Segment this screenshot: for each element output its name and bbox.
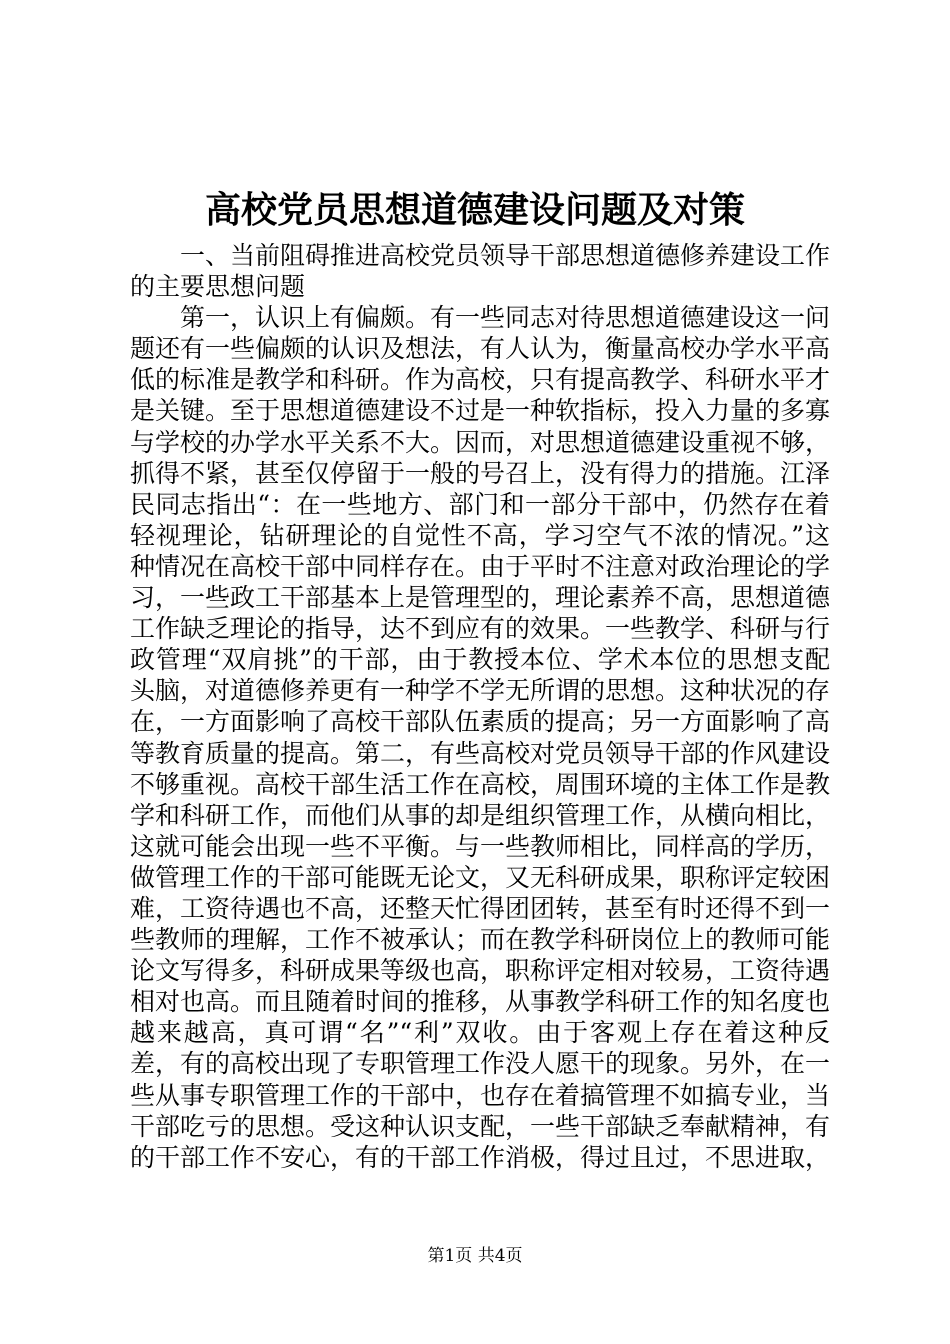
body-paragraph: 第一，认识上有偏颇。有一些同志对待思想道德建设这一问题还有一些偏颇的认识及想法，有人认为，衡量高校办学水平高低的标准是教学和科研。作为高校，只有提高教学、科研水平才是关键。至于思想道德建设不过是一种软指标，投入力量的多寡与学校的办学水平关系不大。因而，对思想道德建设重视不够，抓得不紧，甚至仅停留于一般的号召上，没有得力的措施。江泽民同志指出“：在一些地方、部门和一部分干部中，仍然存在着轻视理论，钻研理论的自觉性不高，学习空气不浓的情况。”这种情况在高校干部中同样存在。由于平时不注意对政治理论的学习，一些政工干部基本上是管理型的，理论素养不高，思想道德工作缺乏理论的指导，达不到应有的效果。一些教学、科研与行政管理“双肩挑”的干部，由于教授本位、学术本位的思想支配头脑，对道德修养更有一种学不学无所谓的思想。这种状况的存在，一方面影响了高校干部队伍素质的提高；另一方面影响了高等教育质量的提高。第二，有些高校对党员领导干部的作风建设不够重视。高校干部生活工作在高校，周围环境的主体工作是教学和科研工作，而他们从事的却是组织管理工作，从横向相比，这就可能会出现一些不平衡。与一些教师相比，同样高的学历，做管理工作的干部可能既无论文，又无科研成果，职称评定较困难，工资待遇也不高，还整天忙得团团转，甚至有时还得不到一些教师的理解，工作不被承认；而在教学科研岗位上的教师可能论文写得多，科研成果等级也高，职称评定相对较易，工资待遇相对也高。而且随着时间的推移，从事教学科研工作的知名度也越来越高，真可谓“名”“利”双收。由于客观上存在着这种反差，有的高校出现了专职管理工作没人愿干的现象。另外，在一些从事专职管理工作的干部中，也存在着搞管理不如搞专业，当干部吃亏的思想。受这种认识支配，一些干部缺乏奉献精神，有的干部工作不安心，有的干部工作消极，得过且过，不思进取，	[130, 303, 831, 1172]
document-body	[130, 240, 830, 1173]
page-footer: 第1页 共4页	[427, 1246, 523, 1266]
section-heading-paragraph: 一、当前阻碍推进高校党员领导干部思想道德修养建设工作的主要思想问题	[130, 241, 831, 302]
document-title: 高校党员思想道德建设问题及对策	[204, 189, 745, 231]
